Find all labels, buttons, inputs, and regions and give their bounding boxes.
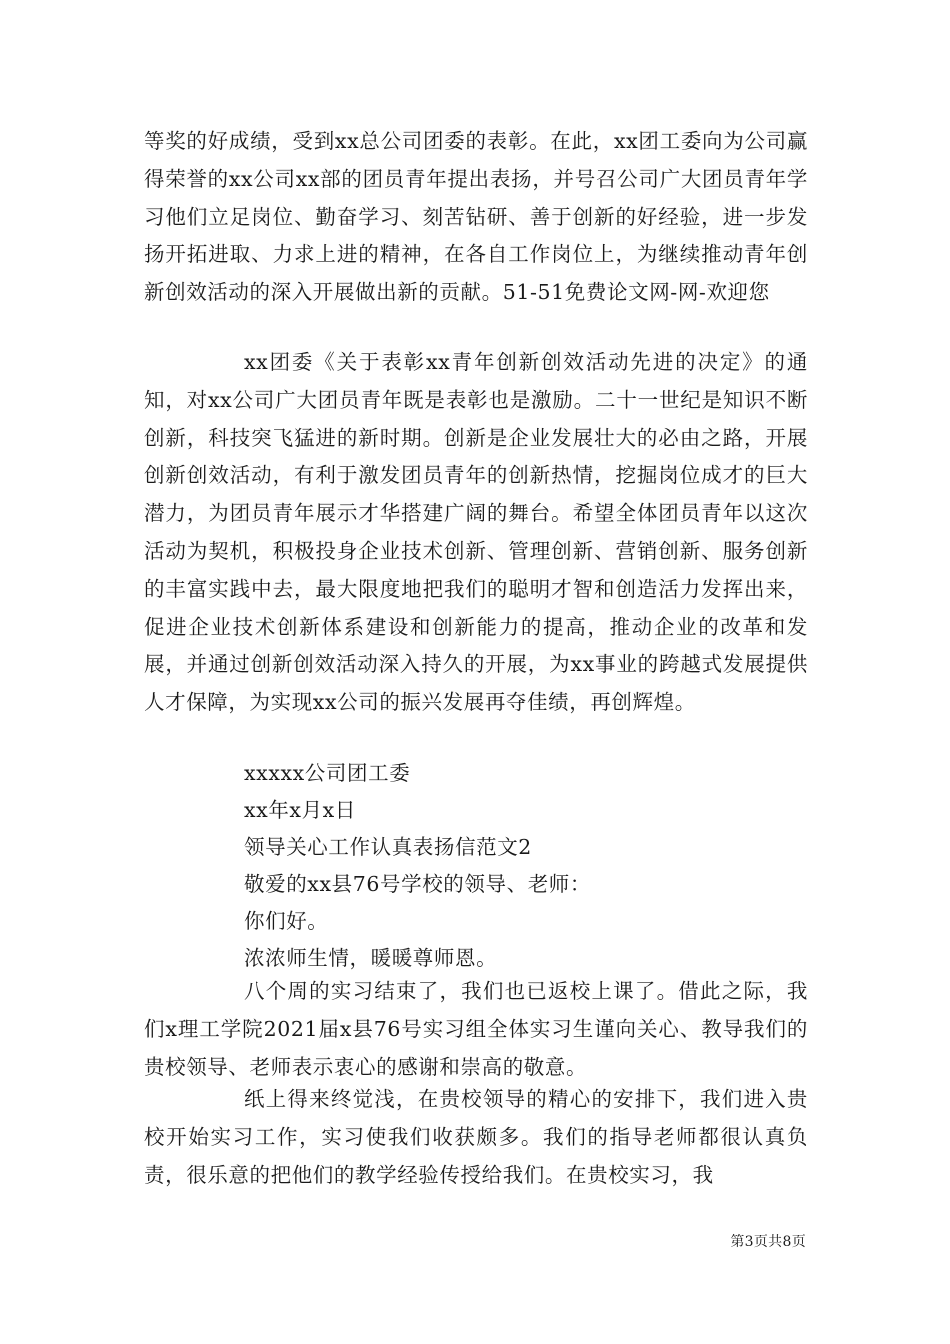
paragraph-internship bbox=[144, 1081, 808, 1194]
paragraph-text: xx团委《关于表彰xx青年创新创效活动先进的决定》的通知，对xx公司广大团员青年既是表彰也是激励。二十一世纪是知识不断创新，科技突飞猛进的新时期。创新是企业发展壮大的必由之路，开展创新创效活动，有利于激发团员青年的创新热情，挖掘岗位成才的巨大潜力，为团员青年展示才华搭建广阔的舞台。希望全体团员青年以这次活动为契机，积极投身企业技术创新、管理创新、营销创新、服务创新的丰富实践中去，最大限度地把我们的聪明才智和创造活力发挥出来，促进企业技术创新体系建设和创新能力的提高，推动企业的改革和发展，并通过创新创效活动深入持久的开展，为xx事业的跨越式发展提供人才保障，为实现xx公司的振兴发展再夺佳绩，再创辉煌。 bbox=[144, 350, 808, 715]
salutation-line: 敬爱的xx县76号学校的领导、老师： bbox=[244, 872, 592, 896]
paragraph-commendation bbox=[144, 123, 808, 312]
paragraph-text: 纸上得来终觉浅，在贵校领导的精心的安排下，我们进入贵校开始实习工作，实习使我们收获颇多。我们的指导老师都很认真负责，很乐意的把他们的教学经验传授给我们。在贵校实习，我 bbox=[144, 1087, 808, 1187]
paragraph-thanks bbox=[144, 973, 808, 1086]
phrase-line: 浓浓师生情，暖暖尊师恩。 bbox=[244, 946, 498, 970]
page-number: 第3页共8页 bbox=[730, 1234, 806, 1250]
paragraph-notice bbox=[144, 344, 808, 722]
greeting-line: 你们好。 bbox=[244, 909, 329, 933]
date-line: xx年x月x日 bbox=[244, 798, 356, 822]
section-title: 领导关心工作认真表扬信范文2 bbox=[244, 835, 532, 859]
signature-line: xxxxx公司团工委 bbox=[244, 761, 411, 785]
paragraph-text: 等奖的好成绩，受到xx总公司团委的表彰。在此，xx团工委向为公司赢得荣誉的xx公司xx部的团员青年提出表扬，并号召公司广大团员青年学习他们立足岗位、勤奋学习、刻苦钻研、善于创新的好经验，进一步发扬开拓进取、力求上进的精神，在各自工作岗位上，为继续推动青年创新创效活动的深入开展做出新的贡献。51-51免费论文网-网-欢迎您 bbox=[144, 129, 808, 305]
paragraph-text: 八个周的实习结束了，我们也已返校上课了。借此之际，我们x理工学院2021届x县76号实习组全体实习生谨向关心、教导我们的贵校领导、老师表示衷心的感谢和崇高的敬意。 bbox=[144, 979, 808, 1079]
